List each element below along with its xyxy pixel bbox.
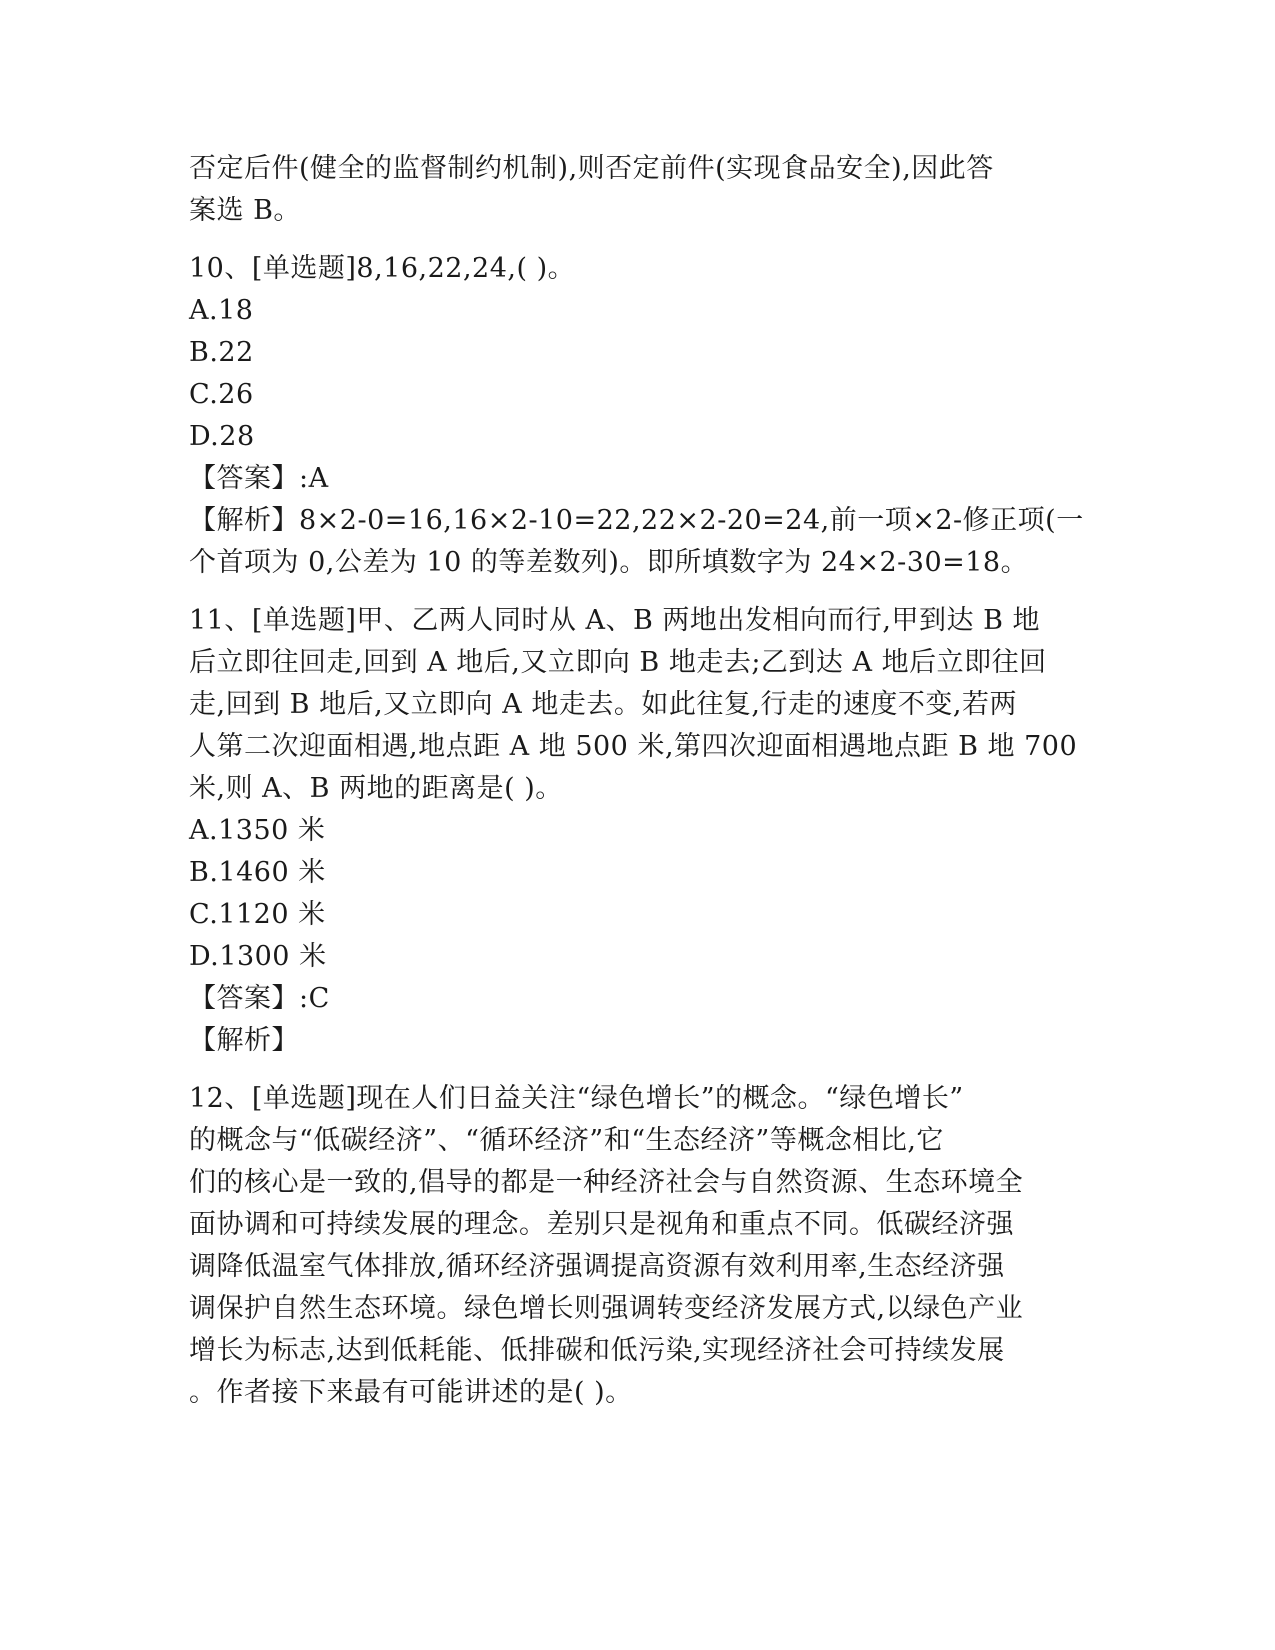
question-10-option-a: A.18 xyxy=(189,295,254,326)
question-11-stem: 走,回到 B 地后,又立即向 A 地走去。如此往复,行走的速度不变,若两 xyxy=(189,689,1017,720)
question-11-option-d: D.1300 米 xyxy=(189,941,327,972)
question-11-option-c: C.1120 米 xyxy=(189,899,326,930)
question-12-stem: 面协调和可持续发展的理念。差别只是视角和重点不同。低碳经济强 xyxy=(189,1209,1014,1240)
question-12-stem: 们的核心是一致的,倡导的都是一种经济社会与自然资源、生态环境全 xyxy=(189,1167,1024,1198)
question-12-stem: 调保护自然生态环境。绿色增长则强调转变经济发展方式,以绿色产业 xyxy=(189,1293,1024,1324)
question-11-option-a: A.1350 米 xyxy=(189,815,326,846)
text-line: 案选 B。 xyxy=(189,195,301,226)
question-12-stem: 。作者接下来最有可能讲述的是( )。 xyxy=(189,1377,633,1408)
question-12-stem: 调降低温室气体排放,循环经济强调提高资源有效利用率,生态经济强 xyxy=(189,1251,1005,1282)
question-10-analysis: 个首项为 0,公差为 10 的等差数列)。即所填数字为 24×2-30=18。 xyxy=(189,547,1029,578)
question-12-stem: 的概念与“低碳经济”、“循环经济”和“生态经济”等概念相比,它 xyxy=(189,1125,944,1156)
question-12-stem: 12、[单选题]现在人们日益关注“绿色增长”的概念。“绿色增长” xyxy=(189,1083,964,1114)
question-11-analysis: 【解析】 xyxy=(189,1025,299,1056)
question-11-stem: 后立即往回走,回到 A 地后,又立即向 B 地走去;乙到达 A 地后立即往回 xyxy=(189,647,1047,678)
document-page xyxy=(189,148,1089,1414)
question-10-analysis: 【解析】8×2-0=16,16×2-10=22,22×2-20=24,前一项×2-修正项(一 xyxy=(189,505,1084,536)
question-11-stem: 米,则 A、B 两地的距离是( )。 xyxy=(189,773,563,804)
question-11-option-b: B.1460 米 xyxy=(189,857,326,888)
question-10-option-b: B.22 xyxy=(189,337,254,368)
question-11-answer: 【答案】:C xyxy=(189,983,330,1014)
question-12-stem: 增长为标志,达到低耗能、低排碳和低污染,实现经济社会可持续发展 xyxy=(189,1335,1005,1366)
text-line: 否定后件(健全的监督制约机制),则否定前件(实现食品安全),因此答 xyxy=(189,153,994,184)
question-10-answer: 【答案】:A xyxy=(189,463,329,494)
question-10-option-c: C.26 xyxy=(189,379,254,410)
question-11-stem: 11、[单选题]甲、乙两人同时从 A、B 两地出发相向而行,甲到达 B 地 xyxy=(189,605,1041,636)
question-11-stem: 人第二次迎面相遇,地点距 A 地 500 米,第四次迎面相遇地点距 B 地 700 xyxy=(189,731,1078,762)
question-10-stem: 10、[单选题]8,16,22,24,( )。 xyxy=(189,253,576,284)
question-10-option-d: D.28 xyxy=(189,421,255,452)
